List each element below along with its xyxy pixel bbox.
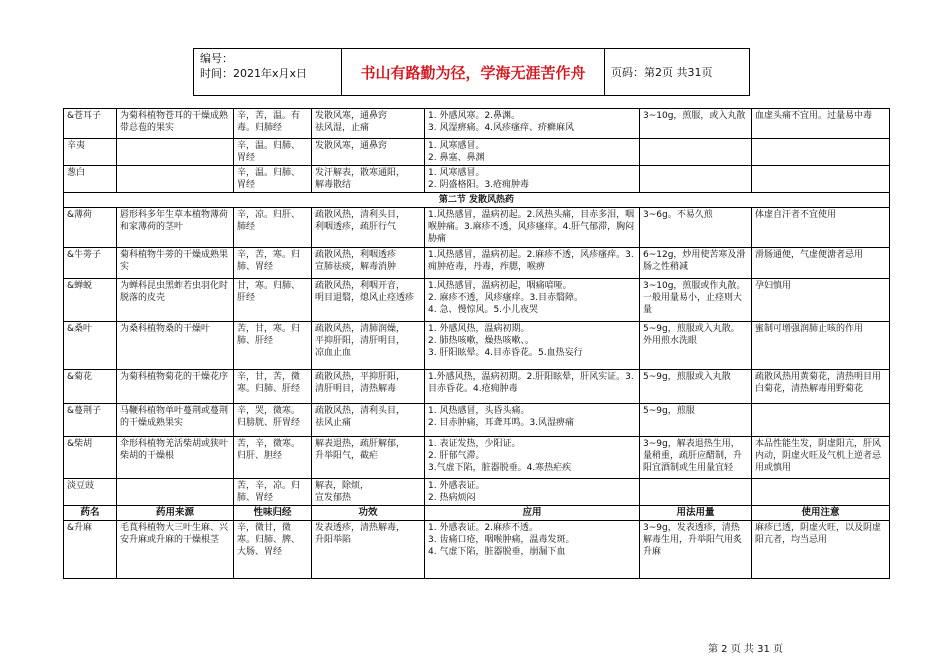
cell-dosage xyxy=(640,166,752,193)
mid-rows xyxy=(64,208,890,506)
table-row xyxy=(64,437,890,479)
column-header: 用法用量 xyxy=(640,506,752,521)
cell-nature: 辛，苦，寒。归肺、胃经 xyxy=(234,248,312,279)
cell-dosage: 3~10g，煎服或作丸散。一般用量易小，止痉则大量 xyxy=(640,279,752,322)
cell-caution xyxy=(752,404,890,437)
cell-caution: 孕妇慎用 xyxy=(752,279,890,322)
column-header-group xyxy=(64,506,890,521)
table-row xyxy=(64,404,890,437)
cell-source: 为菊科植物菊花的干燥花序 xyxy=(117,370,234,404)
cell-effect: 疏散风热，清利头目， 利咽透疹，疏肝行气 xyxy=(312,208,425,248)
cell-application: 1. 外感风寒。2.鼻渊。 3. 风湿痹痛。4.风疹瘙痒、疥癣麻风 xyxy=(425,109,640,139)
column-header: 应用 xyxy=(425,506,640,521)
cell-dosage: 3~9g，解表退热生用，量稍重，疏肝应醋制，升阳宜酒制或生用量宜轻 xyxy=(640,437,752,479)
cell-dosage xyxy=(640,479,752,506)
cell-name: &菊花 xyxy=(64,370,117,404)
cell-effect: 发散风寒，通鼻窍 祛风湿，止痛 xyxy=(312,109,425,139)
code-label: 编号： xyxy=(200,52,233,65)
cell-name: &柴胡 xyxy=(64,437,117,479)
table-row xyxy=(64,109,890,139)
column-header: 药名 xyxy=(64,506,117,521)
table-row xyxy=(64,248,890,279)
cell-name: &牛蒡子 xyxy=(64,248,117,279)
cell-name: &苍耳子 xyxy=(64,109,117,139)
cell-application: 1.风热感冒，温病初起。2.麻疹不透，风疹瘙痒。3.痈肿疮毒，丹毒，痄腮，喉痹 xyxy=(425,248,640,279)
column-header: 药用来源 xyxy=(117,506,234,521)
cell-dosage: 6~12g，炒用使苦寒及滑肠之性稍减 xyxy=(640,248,752,279)
cell-application: 1. 外感表证。2.麻疹不透。 3. 齿痛口疮，咽喉肿痛，温毒发斑。 4. 气虚下陷，脏器脱垂，崩漏下血 xyxy=(425,521,640,579)
table-row xyxy=(64,139,890,166)
cell-effect: 发汗解表，散寒通阳， 解毒散结 xyxy=(312,166,425,193)
motto: 书山有路勤为径，学海无涯苦作舟 xyxy=(342,49,605,95)
cell-caution xyxy=(752,139,890,166)
cell-effect: 解表退热，疏肝解郁， 升举阳气，截疟 xyxy=(312,437,425,479)
column-header: 功效 xyxy=(312,506,425,521)
cell-source: 毛茛科植物大三叶生麻、兴安升麻或升麻的干燥根茎 xyxy=(117,521,234,579)
cell-nature: 辛，苦，温。有毒。归肺经 xyxy=(234,109,312,139)
column-header-row xyxy=(64,506,890,521)
column-header: 使用注意 xyxy=(752,506,890,521)
cell-nature: 辛，微甘，微寒。归肺、脾、大肠、胃经 xyxy=(234,521,312,579)
cell-application: 1. 风寒感冒。 2. 鼻塞、鼻渊 xyxy=(425,139,640,166)
header-meta xyxy=(194,49,342,95)
table-row xyxy=(64,370,890,404)
cell-effect: 解表，除烦， 宣发郁热 xyxy=(312,479,425,506)
cell-dosage: 3~10g，煎服，或入丸散 xyxy=(640,109,752,139)
bottom-rows xyxy=(64,521,890,579)
cell-application: 1.风热感冒，温病初起。2.风热头痛，目赤多泪，咽喉肿痛。3.麻疹不透，风疹瘙痒。4.肝气郁滞，胸闷胁痛 xyxy=(425,208,640,248)
column-header: 性味归经 xyxy=(234,506,312,521)
cell-nature: 甘，寒。归肺、肝经 xyxy=(234,279,312,322)
table-row xyxy=(64,521,890,579)
table-row xyxy=(64,479,890,506)
cell-caution: 血虚头痛不宜用。过量易中毒 xyxy=(752,109,890,139)
table-row xyxy=(64,208,890,248)
page-label: 页码：第2页 共31页 xyxy=(611,66,713,79)
cell-caution xyxy=(752,166,890,193)
cell-caution: 蜜制可增强润肺止咳的作用 xyxy=(752,322,890,370)
cell-nature: 苦，辛，微寒。归肝、胆经 xyxy=(234,437,312,479)
cell-source: 唇形科多年生草本植物薄荷和家薄荷的茎叶 xyxy=(117,208,234,248)
cell-source xyxy=(117,139,234,166)
cell-nature: 辛，凉。归肝、肺经 xyxy=(234,208,312,248)
cell-nature: 辛，温。归肺、胃经 xyxy=(234,166,312,193)
cell-caution: 体虚自汗者不宜使用 xyxy=(752,208,890,248)
cell-dosage: 3~6g。不易久煎 xyxy=(640,208,752,248)
cell-nature: 辛，温。归肺、胃经 xyxy=(234,139,312,166)
cell-application: 1. 风热感冒，头昏头痛。 2. 目赤肿痛，耳聋耳鸣。3.风湿痹痛 xyxy=(425,404,640,437)
cell-name: &蝉蜕 xyxy=(64,279,117,322)
cell-name: &蔓荆子 xyxy=(64,404,117,437)
cell-effect: 疏散风热，清利头目， 祛风止痛 xyxy=(312,404,425,437)
cell-effect: 疏散风热，平抑肝阳， 清肝明目，清热解毒 xyxy=(312,370,425,404)
cell-application: 1. 外感表证。 2. 热病烦闷 xyxy=(425,479,640,506)
cell-application: 1. 外感风热，温病初期。 2. 肺热咳嗽，燥热咳嗽、。 3. 肝阳眩晕。4.目赤昏花。5.血热妄行 xyxy=(425,322,640,370)
time-label: 时间：2021年x月x日 xyxy=(200,67,308,80)
cell-nature: 苦，甘，寒。归肺、肝经 xyxy=(234,322,312,370)
top-rows xyxy=(64,109,890,193)
cell-nature: 苦，辛，凉。归肺、胃经 xyxy=(234,479,312,506)
cell-application: 1.风热感冒，温病初起，咽痛喑哑。 2. 麻疹不透，风疹瘙痒。3.目赤翳障。 4. 急、慢惊风。5.小儿夜哭 xyxy=(425,279,640,322)
cell-source: 伞形科植物羌活柴胡或狭叶柴胡的干燥根 xyxy=(117,437,234,479)
cell-application: 1.外感风热，温病初期。2.肝阳眩晕，肝风实证。3.目赤昏花。4.疮痈肿毒 xyxy=(425,370,640,404)
herb-table xyxy=(63,108,890,579)
cell-caution: 本品性能生发，阴虚阳亢，肝风内动，阴虚火旺及气机上逆者忌用或慎用 xyxy=(752,437,890,479)
cell-application: 1. 表证发热，少阳证。 2. 肝郁气滞。 3.气虚下陷，脏器脱垂。4.寒热疟疾 xyxy=(425,437,640,479)
cell-source: 为蝉科昆虫黑蚱若虫羽化时脱落的皮壳 xyxy=(117,279,234,322)
cell-effect: 疏散风热，利咽开音， 明目退翳，熄风止痉透疹 xyxy=(312,279,425,322)
cell-dosage xyxy=(640,139,752,166)
cell-source: 为桑科植物桑的干燥叶 xyxy=(117,322,234,370)
cell-caution: 滑肠通便，气虚便溏者忌用 xyxy=(752,248,890,279)
cell-caution: 麻疹已透，阴虚火旺，以及阴虚阳亢者，均当忌用 xyxy=(752,521,890,579)
section-title: 第二节 发散风热药 xyxy=(64,193,890,208)
page-header xyxy=(193,48,750,96)
cell-name: &桑叶 xyxy=(64,322,117,370)
cell-dosage: 3~9g，发表透疹，清热解毒生用，升举阳气用炙升麻 xyxy=(640,521,752,579)
cell-caution xyxy=(752,479,890,506)
cell-source xyxy=(117,479,234,506)
cell-effect: 发表透疹，清热解毒， 升阳举陷 xyxy=(312,521,425,579)
cell-name: 辛夷 xyxy=(64,139,117,166)
cell-source: 菊科植物牛蒡的干燥成熟果实 xyxy=(117,248,234,279)
table-row xyxy=(64,279,890,322)
cell-name: &薄荷 xyxy=(64,208,117,248)
cell-name: &升麻 xyxy=(64,521,117,579)
cell-dosage: 5~9g，煎服 xyxy=(640,404,752,437)
cell-source: 马鞭科植物单叶蔓荆或蔓荆的干燥成熟果实 xyxy=(117,404,234,437)
cell-effect: 疏散风热，利咽透疹 宣肺祛痰，解毒消肿 xyxy=(312,248,425,279)
cell-source: 为菊科植物苍耳的干燥成熟带总苞的果实 xyxy=(117,109,234,139)
cell-source xyxy=(117,166,234,193)
cell-nature: 辛，哭，微寒。归膀胱、肝胃经 xyxy=(234,404,312,437)
cell-application: 1. 风寒感冒。 2. 阴盛格阳。3.疮痈肿毒 xyxy=(425,166,640,193)
cell-effect: 发散风寒，通鼻窍 xyxy=(312,139,425,166)
cell-effect: 疏散风热，清肺润燥， 平抑肝阳，清肝明目， 凉血止血 xyxy=(312,322,425,370)
page-footer: 第 2 页 共 31 页 xyxy=(708,644,783,655)
cell-caution: 疏散风热用黄菊花，清热明目用白菊花，清热解毒用野菊花 xyxy=(752,370,890,404)
cell-name: 淡豆豉 xyxy=(64,479,117,506)
table-row xyxy=(64,322,890,370)
cell-dosage: 5~9g，煎服或入丸散。外用煎水洗眼 xyxy=(640,322,752,370)
cell-name: 葱白 xyxy=(64,166,117,193)
section-row xyxy=(64,193,890,208)
cell-dosage: 5~9g，煎服或入丸散 xyxy=(640,370,752,404)
table-row xyxy=(64,166,890,193)
section-row-group xyxy=(64,193,890,208)
cell-nature: 辛，甘，苦，微寒。归肺、肝经 xyxy=(234,370,312,404)
